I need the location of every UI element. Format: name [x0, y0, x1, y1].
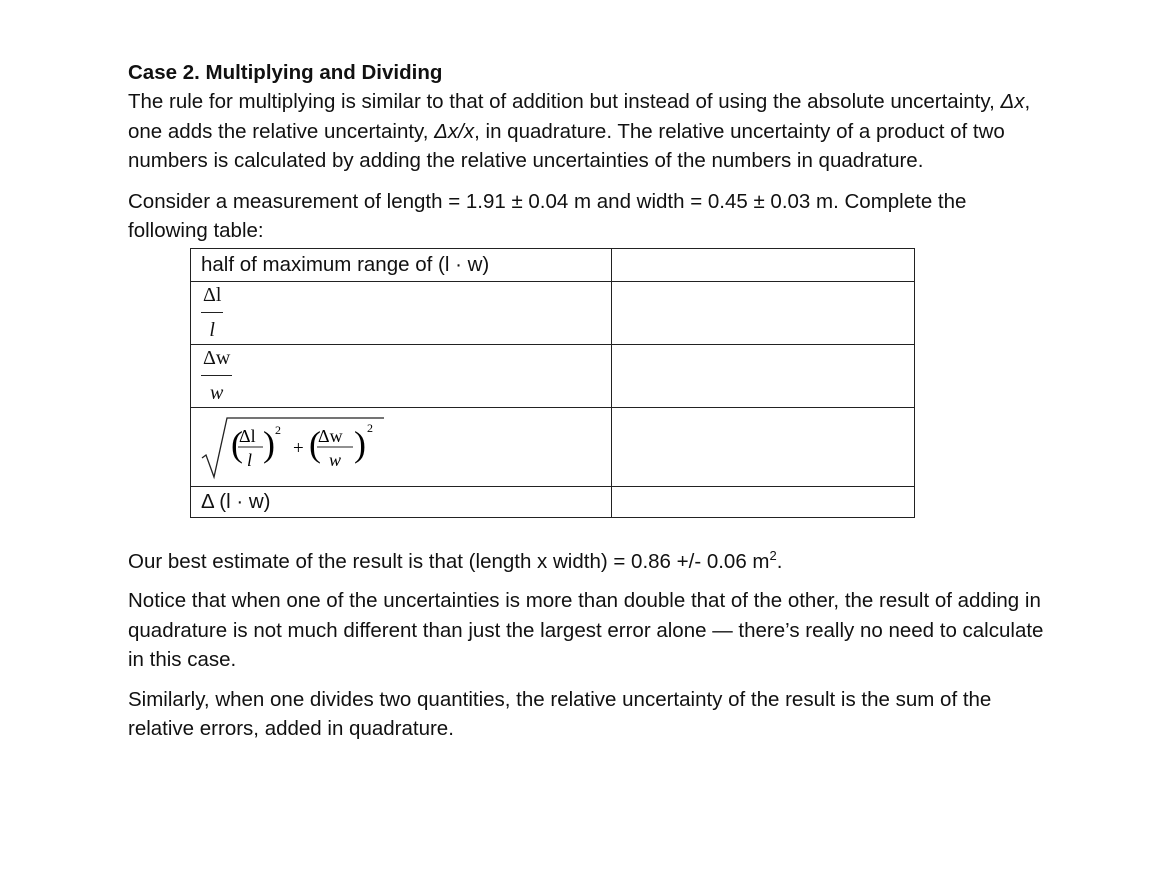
answer-cell-relative-width[interactable] — [612, 344, 915, 407]
result-period: . — [776, 549, 783, 573]
answer-cell-delta-product[interactable] — [612, 486, 915, 517]
fraction-numerator: Δw — [201, 347, 232, 376]
section-heading: Case 2. Multiplying and Dividing — [128, 61, 443, 84]
term1-exponent: 2 — [275, 422, 281, 437]
fraction-delta-l-over-l — [201, 284, 223, 342]
measurement-paragraph: Consider a measurement of length = 1.91 ± 0.04 m and width = 0.45 ± 0.03 m. Complete the following table: — [128, 189, 967, 242]
term1-numerator: Δl — [239, 425, 256, 446]
fraction-delta-w-over-w — [201, 347, 232, 405]
row-label-relative-width — [191, 344, 612, 407]
table-row — [191, 248, 915, 281]
table-row — [191, 344, 915, 407]
row-label-quadrature-sum — [191, 407, 612, 486]
fraction-numerator: Δl — [201, 284, 223, 313]
absolute-uncertainty-symbol: Δx — [1000, 90, 1025, 113]
row-label-delta-product: Δ (l · w) — [191, 486, 612, 517]
notice-paragraph: Notice that when one of the uncertainties is more than double that of the other, the result of adding in quadrature is not much different than just the largest error alone — there’s really no need to calculate in this case. — [128, 589, 1044, 671]
paren-open-icon: ( — [231, 423, 243, 464]
uncertainty-table — [190, 248, 915, 518]
term2-denominator: w — [329, 449, 342, 470]
document-page — [128, 58, 1048, 744]
term1-denominator: l — [247, 449, 253, 470]
result-exponent: 2 — [769, 547, 777, 563]
answer-cell-relative-length[interactable] — [612, 281, 915, 344]
table-row — [191, 281, 915, 344]
row-label-half-range: half of maximum range of (l · w) — [191, 248, 612, 281]
dividing-paragraph: Similarly, when one divides two quantities, the relative uncertainty of the result is the sum of the relative errors, added in quadrature. — [128, 687, 992, 740]
fraction-denominator: w — [209, 381, 224, 404]
paren-open-icon: ( — [309, 423, 321, 464]
fraction-denominator: l — [209, 318, 215, 341]
intro-text-3: , in quadrature. The relative uncertainty of a product of two numbers is calculated by adding the relative uncertainties of the numbers in quadrature. — [128, 119, 1005, 172]
table-row — [191, 407, 915, 486]
result-paragraph — [128, 547, 1048, 577]
intro-text-1: The rule for multiplying is similar to that of addition but instead of using the absolute uncertainty, — [128, 90, 1001, 113]
intro-text-2: , one adds the relative uncertainty, — [128, 90, 1031, 143]
relative-uncertainty-symbol: Δx/x — [434, 119, 475, 143]
paren-close-icon: ) — [354, 423, 366, 464]
table-row — [191, 486, 915, 517]
paren-close-icon: ) — [263, 423, 275, 464]
answer-cell-half-range[interactable] — [612, 248, 915, 281]
term2-numerator: Δw — [318, 425, 343, 446]
intro-paragraph — [128, 87, 1048, 176]
plus-sign: + — [293, 437, 304, 459]
row-label-relative-length — [191, 281, 612, 344]
answer-cell-quadrature-sum[interactable] — [612, 407, 915, 486]
result-text: Our best estimate of the result is that (length x width) = 0.86 +/- 0.06 m — [128, 549, 770, 573]
term2-exponent: 2 — [367, 420, 373, 435]
quadrature-formula — [201, 414, 391, 480]
